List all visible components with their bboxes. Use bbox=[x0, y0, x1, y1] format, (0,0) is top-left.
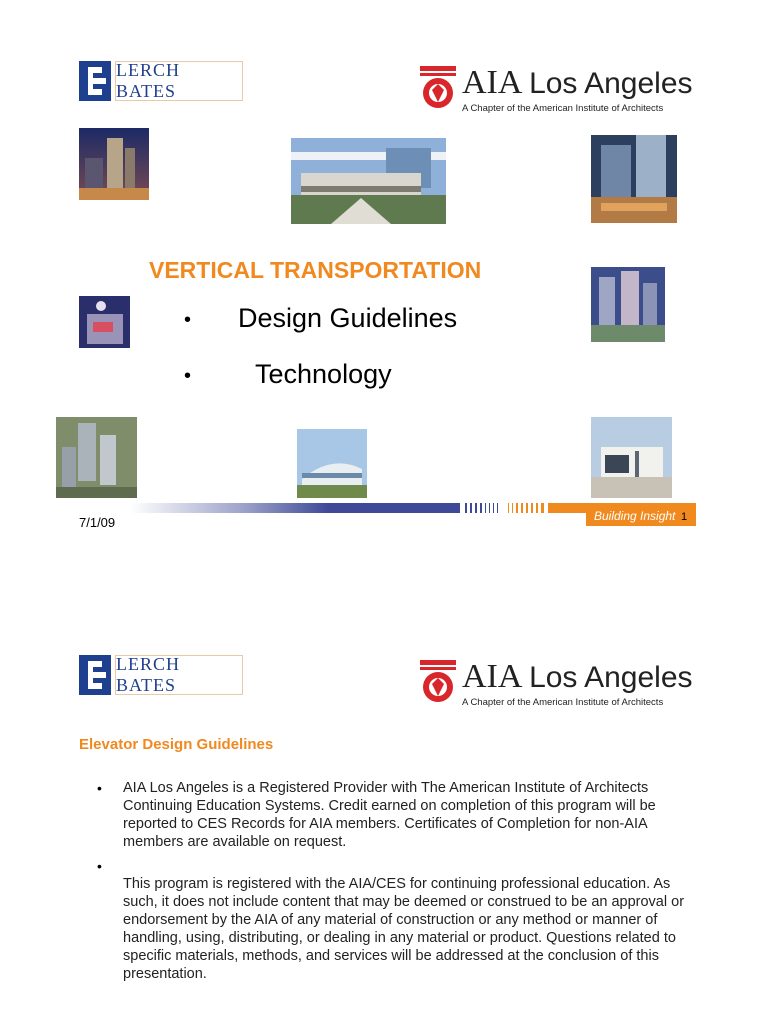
lerch-bates-text: LERCH BATES bbox=[116, 60, 181, 101]
aia-subtitle: A Chapter of the American Institute of Architects bbox=[462, 103, 664, 114]
building-photo-night-tower bbox=[79, 128, 149, 200]
aia-title: AIA Los Angeles bbox=[462, 64, 693, 101]
section-title: Elevator Design Guidelines bbox=[79, 736, 274, 753]
lerch-bates-mark-icon bbox=[79, 61, 111, 101]
building-photo-aerial-towers bbox=[56, 417, 137, 498]
page-number: 1 bbox=[681, 511, 688, 523]
aia-text-block bbox=[462, 66, 693, 114]
lerch-bates-mark-icon bbox=[79, 655, 111, 695]
bullet-design-guidelines: Design Guidelines bbox=[238, 303, 458, 333]
aia-eagle-icon bbox=[418, 66, 458, 110]
bullet-marker: • bbox=[184, 309, 192, 331]
aia-title: AIA Los Angeles bbox=[462, 658, 693, 695]
lerch-bates-wordmark bbox=[115, 61, 243, 101]
building-photo-glass-tower bbox=[591, 135, 677, 223]
lerch-bates-logo bbox=[79, 61, 243, 101]
footer-brand-tag bbox=[586, 506, 696, 526]
paragraph-registered-provider: AIA Los Angeles is a Registered Provider with The American Institute of Architects Continuing Education Systems. Credit earned on completion of this program will be reported to CES Records for AIA members. Certificates of Completion for non-AIA members are available on request. bbox=[123, 780, 656, 850]
bullet-marker: • bbox=[97, 780, 102, 796]
bullet-marker: • bbox=[184, 365, 192, 387]
aia-text-block bbox=[462, 660, 693, 708]
aia-eagle-icon bbox=[418, 660, 458, 704]
lerch-bates-logo bbox=[79, 655, 243, 695]
lerch-bates-wordmark bbox=[115, 655, 243, 695]
building-photo-lit-facade bbox=[79, 296, 130, 348]
building-photo-convention-center bbox=[291, 138, 446, 224]
aia-subtitle: A Chapter of the American Institute of Architects bbox=[462, 697, 664, 708]
footer-date: 7/1/09 bbox=[79, 515, 116, 530]
lerch-bates-text: LERCH BATES bbox=[116, 654, 181, 695]
aia-la-logo bbox=[418, 66, 693, 114]
bullet-marker: • bbox=[97, 858, 102, 874]
building-photo-curved-building bbox=[297, 429, 367, 498]
building-photo-residential-towers bbox=[591, 267, 665, 342]
footer-tag-text: Building Insight bbox=[594, 509, 676, 523]
aia-la-logo bbox=[418, 660, 693, 708]
building-photo-modern-pavilion bbox=[591, 417, 672, 498]
bullet-technology: Technology bbox=[255, 359, 392, 389]
paragraph-ces-disclaimer: This program is registered with the AIA/CES for continuing professional education. As such, it does not include content that may be deemed or construed to be an approval or endorsement by the AIA of any material of construction or any method or manner of handling, using, distributing, or dealing in any material or product. Questions related to specific materials, methods, and services will be addressed at the conclusion of this presentation. bbox=[123, 876, 685, 982]
slide-title: VERTICAL TRANSPORTATION bbox=[149, 257, 482, 283]
